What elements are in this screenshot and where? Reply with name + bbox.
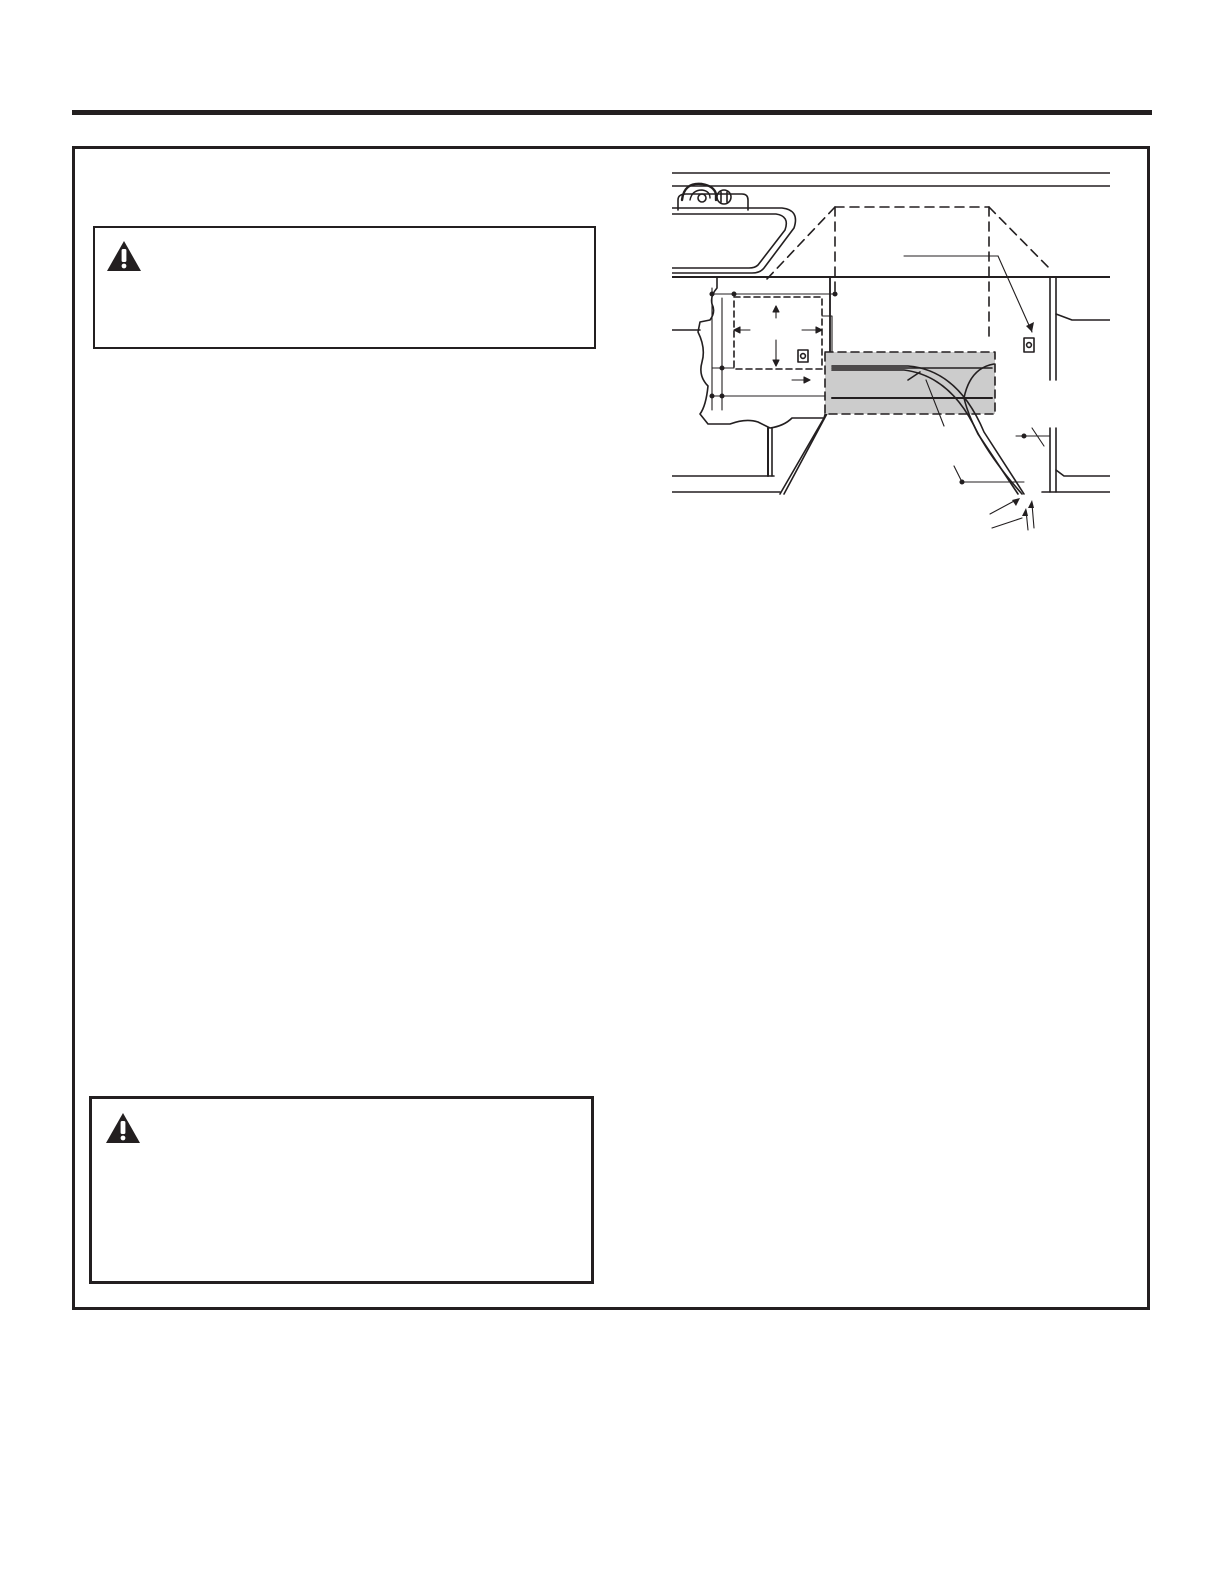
cabinet-kickplate-edge [780, 418, 824, 494]
dimension-lines-right [954, 428, 1050, 530]
warning-triangle-icon [106, 240, 142, 272]
dishwasher-opening-diagram [672, 170, 1110, 542]
header-rule [72, 110, 1152, 115]
warning-box-upper [93, 226, 596, 349]
outlet-icon [801, 354, 806, 359]
warning-box-lower [89, 1096, 594, 1284]
warning-triangle-icon [105, 1112, 141, 1144]
outlet-box-right [1024, 338, 1034, 352]
left-cabinet-cutaway [698, 277, 830, 428]
sink-icon [672, 194, 796, 273]
dishwasher-outline-dashed [766, 207, 1052, 340]
outlet-box-left [798, 350, 808, 362]
right-cabinet [1042, 277, 1110, 492]
